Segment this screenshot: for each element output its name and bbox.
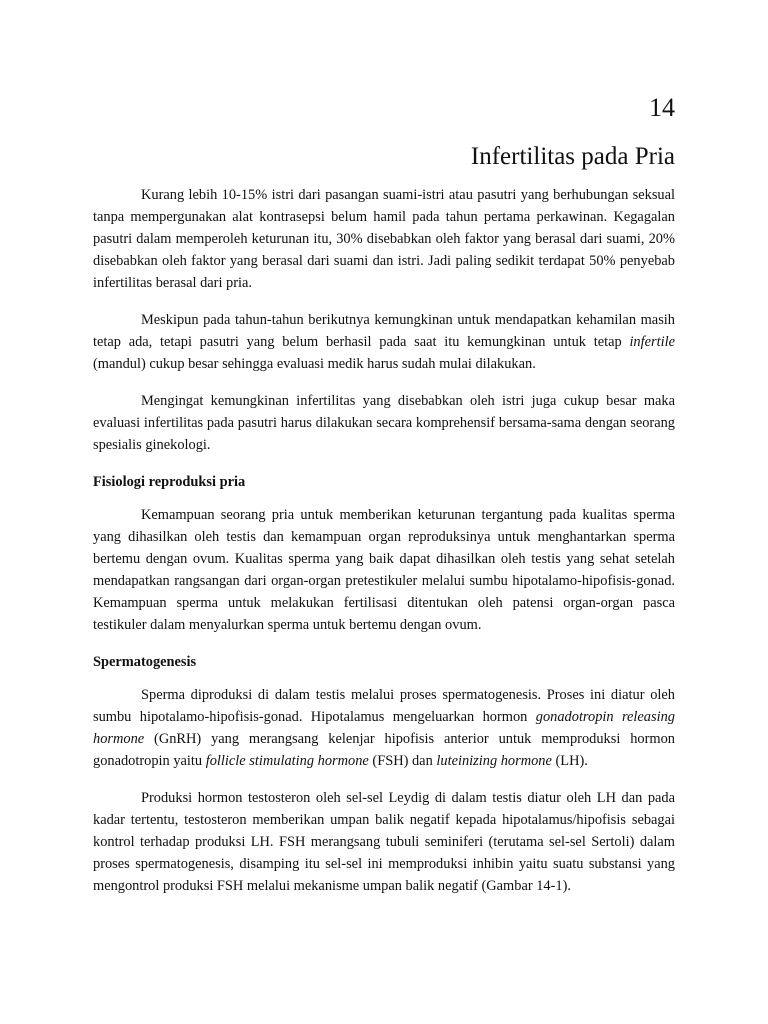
paragraph-spermatogenesis — [93, 684, 675, 772]
paragraph-comprehensive-evaluation: Mengingat kemungkinan infertilitas yang disebabkan oleh istri juga cukup besar maka evaluasi infertilitas pada pasutri harus dilakukan secara komprehensif bersama-sama dengan seorang spesialis ginekologi. — [93, 393, 675, 453]
italic-term: luteinizing hormone — [436, 753, 552, 769]
section-heading-spermatogenesis: Spermatogenesis — [93, 654, 197, 670]
chapter-number: 14 — [649, 93, 675, 122]
text-span: Sperma diproduksi di dalam testis melalui proses spermatogenesis. Proses ini diatur oleh sumbu hipotalamo-hipofisis-gonad. Hipotalamus mengeluarkan hormon — [93, 687, 675, 725]
italic-term: follicle stimulating hormone — [205, 753, 369, 769]
text-span: (FSH) dan — [368, 753, 437, 769]
italic-term: gonadotropin releasing hormone — [93, 709, 675, 747]
text-span: (GnRH) yang merangsang kelenjar hipofisis anterior untuk memproduksi hormon gonadotropin yaitu — [93, 731, 675, 769]
body-text — [93, 184, 675, 912]
section-heading-physiology: Fisiologi reproduksi pria — [93, 474, 246, 490]
chapter-title: Infertilitas pada Pria — [470, 143, 675, 170]
paragraph-hormone-control: Produksi hormon testosteron oleh sel-sel Leydig di dalam testis diatur oleh LH dan pada kadar tertentu, testosteron memberikan umpan balik negatif kepada hipotalamus/hipofisis sebagai kontrol terhadap produksi LH. FSH merangsang tubuli seminiferi (terutama sel-sel Sertoli) dalam proses spermatogenesis, disamping itu sel-sel ini memproduksi inhibin yaitu suatu substansi yang mengontrol produksi FSH melalui mekanisme umpan balik negatif (Gambar 14-1). — [93, 790, 675, 894]
italic-term: infertile — [629, 334, 675, 350]
paragraph-physiology: Kemampuan seorang pria untuk memberikan keturunan tergantung pada kualitas sperma yang dihasilkan oleh testis dan kemampuan organ reproduksinya untuk menghantarkan sperma bertemu dengan ovum. Kualitas sperma yang baik dapat dihasilkan oleh testis yang sehat setelah mendapatkan rangsangan dari organ-organ pretestikuler melalui sumbu hipotalamo-hipofisis-gonad. Kemampuan sperma untuk melakukan fertilisasi ditentukan oleh patensi organ-organ pasca testikuler dalam menyalurkan sperma untuk bertemu dengan ovum. — [93, 507, 675, 633]
text-span: Meskipun pada tahun-tahun berikutnya kemungkinan untuk mendapatkan kehamilan masih tetap ada, tetapi pasutri yang belum berhasil pada saat itu kemungkinan untuk tetap — [93, 312, 675, 350]
paragraph-continued-possibility — [93, 309, 675, 375]
paragraph-intro: Kurang lebih 10-15% istri dari pasangan suami-istri atau pasutri yang berhubungan seksual tanpa mempergunakan alat kontrasepsi belum hamil pada tahun pertama perkawinan. Kegagalan pasutri dalam memperoleh keturunan itu, 30% disebabkan oleh faktor yang berasal dari suami, 20% disebabkan oleh faktor yang berasal dari suami dan istri. Jadi paling sedikit terdapat 50% penyebab infertilitas berasal dari pria. — [93, 187, 675, 291]
text-span: (mandul) cukup besar sehingga evaluasi medik harus sudah mulai dilakukan. — [93, 356, 536, 372]
text-span: (LH). — [551, 753, 588, 769]
